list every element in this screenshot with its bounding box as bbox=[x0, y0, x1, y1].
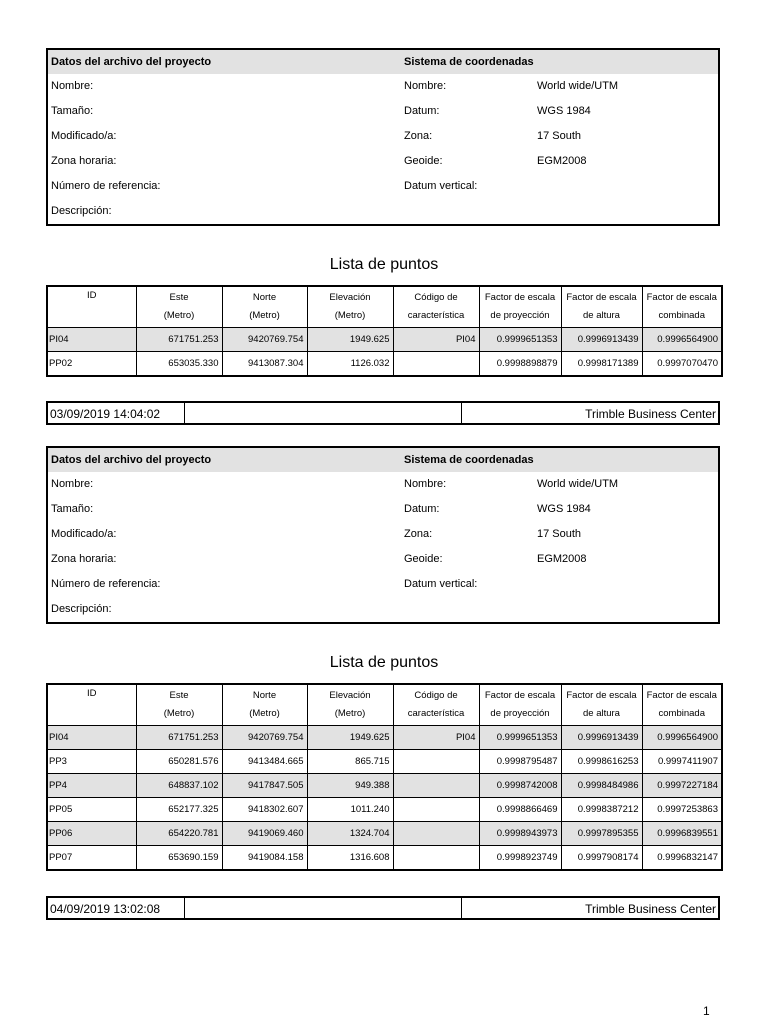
col-elevacion: Elevación (Metro) bbox=[307, 286, 393, 328]
cell-norte: 9418302.607 bbox=[222, 798, 307, 822]
table-row bbox=[47, 846, 722, 871]
col-elevacion: Elevación (Metro) bbox=[307, 684, 393, 726]
cell-factor-proyeccion: 0.9998923749 bbox=[479, 846, 561, 871]
cell-factor-combinada: 0.9996564900 bbox=[642, 726, 722, 750]
cell-id: PP3 bbox=[47, 750, 136, 774]
table-row bbox=[47, 328, 722, 352]
report-footer bbox=[46, 401, 720, 425]
zone-value: 17 South bbox=[537, 130, 582, 142]
footer-divider bbox=[184, 898, 185, 918]
info-row bbox=[48, 74, 718, 99]
cell-factor-combinada: 0.9997227184 bbox=[642, 774, 722, 798]
col-factor-combinada: Factor de escala combinada bbox=[642, 684, 722, 726]
info-row bbox=[48, 149, 718, 174]
cell-elevacion: 1949.625 bbox=[307, 328, 393, 352]
cell-codigo bbox=[393, 352, 479, 377]
col-codigo: Código de característica bbox=[393, 684, 479, 726]
cell-codigo bbox=[393, 846, 479, 871]
col-factor-proyeccion: Factor de escala de proyección bbox=[479, 286, 561, 328]
datum-label: Datum: bbox=[404, 503, 440, 515]
cell-elevacion: 1126.032 bbox=[307, 352, 393, 377]
info-row bbox=[48, 497, 718, 522]
col-codigo: Código de característica bbox=[393, 286, 479, 328]
cell-factor-combinada: 0.9996839551 bbox=[642, 822, 722, 846]
cell-elevacion: 1011.240 bbox=[307, 798, 393, 822]
cell-id: PI04 bbox=[47, 726, 136, 750]
cell-este: 653035.330 bbox=[136, 352, 222, 377]
cs-name-label: Nombre: bbox=[404, 80, 447, 92]
cell-factor-combinada: 0.9997070470 bbox=[642, 352, 722, 377]
footer-divider bbox=[184, 403, 185, 423]
cell-factor-altura: 0.9997895355 bbox=[561, 822, 642, 846]
project-info-header bbox=[48, 448, 718, 472]
col-factor-altura: Factor de escala de altura bbox=[561, 286, 642, 328]
geoid-label: Geoide: bbox=[404, 155, 443, 167]
cell-este: 671751.253 bbox=[136, 328, 222, 352]
cell-factor-proyeccion: 0.9999651353 bbox=[479, 328, 561, 352]
size-label: Tamaño: bbox=[51, 503, 94, 515]
info-row bbox=[48, 472, 718, 497]
cell-codigo bbox=[393, 822, 479, 846]
col-id: ID bbox=[47, 286, 136, 328]
cell-norte: 9419069.460 bbox=[222, 822, 307, 846]
table-row bbox=[47, 352, 722, 377]
cell-factor-proyeccion: 0.9998943973 bbox=[479, 822, 561, 846]
report-footer bbox=[46, 896, 720, 920]
cell-factor-altura: 0.9996913439 bbox=[561, 328, 642, 352]
cell-norte: 9420769.754 bbox=[222, 328, 307, 352]
cell-elevacion: 1316.608 bbox=[307, 846, 393, 871]
cell-este: 648837.102 bbox=[136, 774, 222, 798]
description-label: Descripción: bbox=[51, 205, 112, 217]
points-table bbox=[46, 683, 723, 871]
cell-factor-combinada: 0.9997253863 bbox=[642, 798, 722, 822]
table-row bbox=[47, 726, 722, 750]
info-row bbox=[48, 99, 718, 124]
cell-este: 652177.325 bbox=[136, 798, 222, 822]
geoid-value: EGM2008 bbox=[537, 155, 587, 167]
info-row bbox=[48, 522, 718, 547]
zone-label: Zona: bbox=[404, 130, 433, 142]
name-label: Nombre: bbox=[51, 478, 94, 490]
cell-id: PP02 bbox=[47, 352, 136, 377]
cell-factor-proyeccion: 0.9998795487 bbox=[479, 750, 561, 774]
info-row bbox=[48, 597, 718, 622]
info-row bbox=[48, 199, 718, 224]
col-factor-altura: Factor de escala de altura bbox=[561, 684, 642, 726]
col-este: Este (Metro) bbox=[136, 684, 222, 726]
cell-id: PI04 bbox=[47, 328, 136, 352]
project-file-heading: Datos del archivo del proyecto bbox=[51, 56, 212, 68]
cell-este: 650281.576 bbox=[136, 750, 222, 774]
description-label: Descripción: bbox=[51, 603, 112, 615]
cell-elevacion: 1949.625 bbox=[307, 726, 393, 750]
points-table bbox=[46, 285, 723, 377]
cell-este: 653690.159 bbox=[136, 846, 222, 871]
datum-label: Datum: bbox=[404, 105, 440, 117]
cell-elevacion: 865.715 bbox=[307, 750, 393, 774]
page-number: 1 bbox=[703, 1004, 710, 1018]
app-name: Trimble Business Center bbox=[585, 902, 716, 916]
cell-id: PP4 bbox=[47, 774, 136, 798]
geoid-value: EGM2008 bbox=[537, 553, 587, 565]
footer-divider bbox=[461, 403, 462, 423]
timezone-label: Zona horaria: bbox=[51, 553, 117, 565]
coordinate-system-heading: Sistema de coordenadas bbox=[404, 454, 534, 466]
cell-id: PP06 bbox=[47, 822, 136, 846]
cell-este: 654220.781 bbox=[136, 822, 222, 846]
cell-codigo: PI04 bbox=[393, 328, 479, 352]
cell-factor-combinada: 0.9997411907 bbox=[642, 750, 722, 774]
cell-codigo bbox=[393, 798, 479, 822]
datum-value: WGS 1984 bbox=[537, 105, 591, 117]
cs-name-value: World wide/UTM bbox=[537, 80, 619, 92]
project-info-header bbox=[48, 50, 718, 74]
col-id: ID bbox=[47, 684, 136, 726]
points-list-title: Lista de puntos bbox=[329, 654, 439, 671]
table-row bbox=[47, 750, 722, 774]
cell-factor-altura: 0.9998484986 bbox=[561, 774, 642, 798]
cs-name-value: World wide/UTM bbox=[537, 478, 619, 490]
project-info-box bbox=[46, 446, 720, 624]
datum-value: WGS 1984 bbox=[537, 503, 591, 515]
info-row bbox=[48, 174, 718, 199]
col-norte: Norte (Metro) bbox=[222, 286, 307, 328]
cell-factor-altura: 0.9998616253 bbox=[561, 750, 642, 774]
info-row bbox=[48, 547, 718, 572]
points-list-title: Lista de puntos bbox=[329, 256, 439, 273]
footer-divider bbox=[461, 898, 462, 918]
cell-codigo bbox=[393, 774, 479, 798]
vertical-datum-label: Datum vertical: bbox=[404, 578, 478, 590]
cell-factor-altura: 0.9998387212 bbox=[561, 798, 642, 822]
vertical-datum-label: Datum vertical: bbox=[404, 180, 478, 192]
col-norte: Norte (Metro) bbox=[222, 684, 307, 726]
cell-factor-combinada: 0.9996832147 bbox=[642, 846, 722, 871]
size-label: Tamaño: bbox=[51, 105, 94, 117]
reference-number-label: Número de referencia: bbox=[51, 578, 161, 590]
cell-factor-altura: 0.9997908174 bbox=[561, 846, 642, 871]
app-name: Trimble Business Center bbox=[585, 407, 716, 421]
name-label: Nombre: bbox=[51, 80, 94, 92]
geoid-label: Geoide: bbox=[404, 553, 443, 565]
cell-codigo: PI04 bbox=[393, 726, 479, 750]
reference-number-label: Número de referencia: bbox=[51, 180, 161, 192]
report-timestamp: 04/09/2019 13:02:08 bbox=[50, 902, 161, 916]
col-factor-combinada: Factor de escala combinada bbox=[642, 286, 722, 328]
table-header-row bbox=[47, 684, 722, 726]
cell-elevacion: 949.388 bbox=[307, 774, 393, 798]
modified-label: Modificado/a: bbox=[51, 130, 117, 142]
info-row bbox=[48, 124, 718, 149]
cell-norte: 9420769.754 bbox=[222, 726, 307, 750]
table-row bbox=[47, 798, 722, 822]
table-row bbox=[47, 822, 722, 846]
table-header-row bbox=[47, 286, 722, 328]
cell-factor-proyeccion: 0.9998866469 bbox=[479, 798, 561, 822]
project-info-box bbox=[46, 48, 720, 226]
cell-norte: 9413484.665 bbox=[222, 750, 307, 774]
col-factor-proyeccion: Factor de escala de proyección bbox=[479, 684, 561, 726]
table-row bbox=[47, 774, 722, 798]
cell-este: 671751.253 bbox=[136, 726, 222, 750]
cell-factor-proyeccion: 0.9999651353 bbox=[479, 726, 561, 750]
cell-id: PP05 bbox=[47, 798, 136, 822]
timezone-label: Zona horaria: bbox=[51, 155, 117, 167]
coordinate-system-heading: Sistema de coordenadas bbox=[404, 56, 534, 68]
cell-norte: 9413087.304 bbox=[222, 352, 307, 377]
cell-norte: 9417847.505 bbox=[222, 774, 307, 798]
modified-label: Modificado/a: bbox=[51, 528, 117, 540]
cell-factor-proyeccion: 0.9998742008 bbox=[479, 774, 561, 798]
zone-label: Zona: bbox=[404, 528, 433, 540]
cell-factor-altura: 0.9996913439 bbox=[561, 726, 642, 750]
cell-codigo bbox=[393, 750, 479, 774]
cell-factor-combinada: 0.9996564900 bbox=[642, 328, 722, 352]
cs-name-label: Nombre: bbox=[404, 478, 447, 490]
report-timestamp: 03/09/2019 14:04:02 bbox=[50, 407, 161, 421]
info-row bbox=[48, 572, 718, 597]
zone-value: 17 South bbox=[537, 528, 582, 540]
cell-factor-altura: 0.9998171389 bbox=[561, 352, 642, 377]
col-este: Este (Metro) bbox=[136, 286, 222, 328]
cell-norte: 9419084.158 bbox=[222, 846, 307, 871]
cell-elevacion: 1324.704 bbox=[307, 822, 393, 846]
cell-id: PP07 bbox=[47, 846, 136, 871]
cell-factor-proyeccion: 0.9998898879 bbox=[479, 352, 561, 377]
project-file-heading: Datos del archivo del proyecto bbox=[51, 454, 212, 466]
